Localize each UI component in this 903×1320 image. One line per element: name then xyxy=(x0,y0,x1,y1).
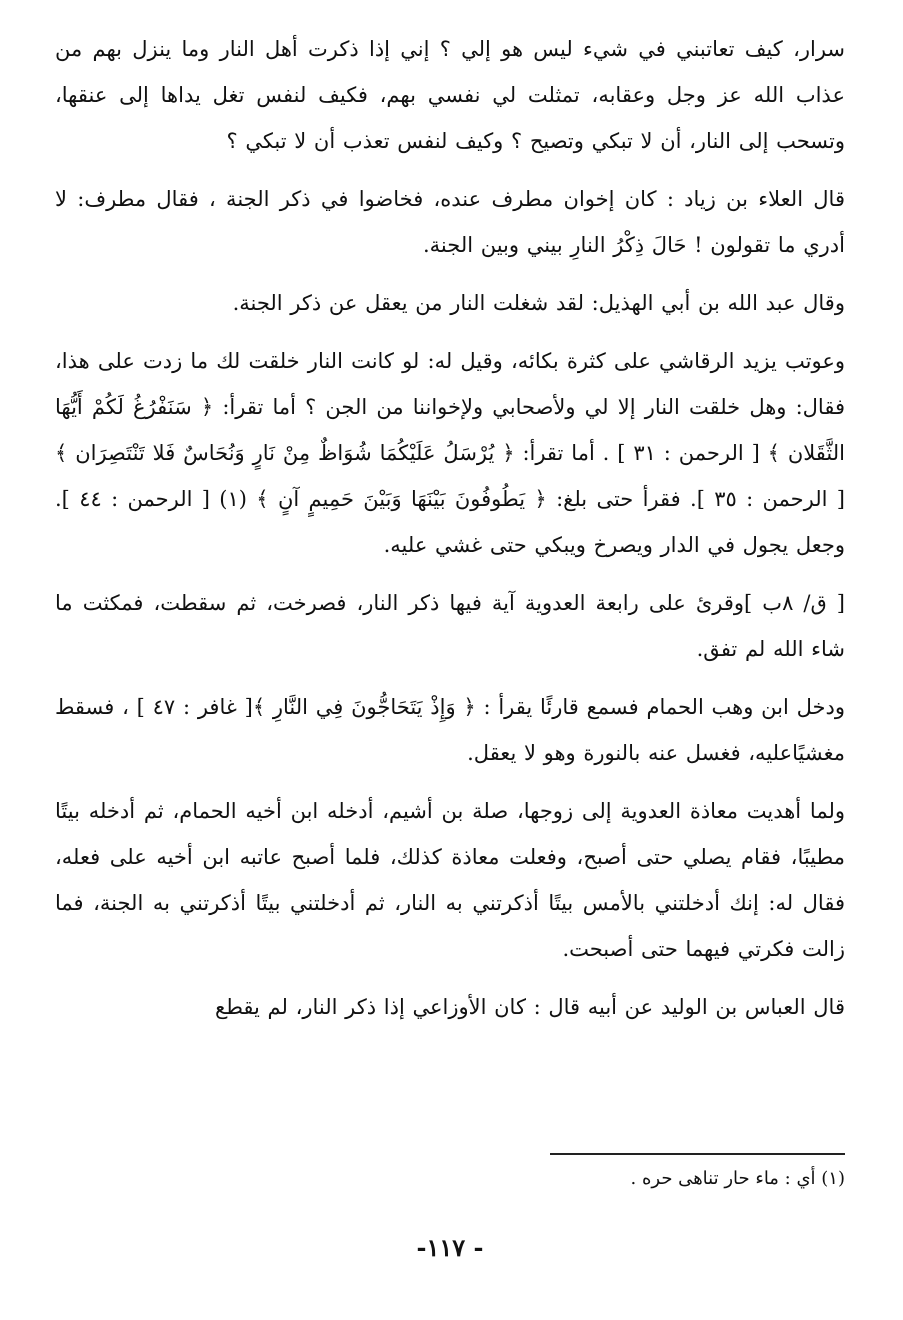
paragraph-4: وعوتب يزيد الرقاشي على كثرة بكائه، وقيل له: لو كانت النار خلقت لك ما زدت على هذا، فقال: وهل خلقت النار إلا لي ولأصحابي ولإخواننا من الجن ؟ أما تقرأ: ﴿ سَنَفْرُغُ لَكُمْ أَيُّهَا الثَّقَلان ﴾ [ الرحمن : ٣١ ] . أما تقرأ: ﴿ يُرْسَلُ عَلَيْكُمَا شُوَاظٌ مِنْ نَارٍ وَنُحَاسٌ فَلا تَنْتَصِرَان ﴾ [ الرحمن : ٣٥ ]. فقرأ حتى بلغ: ﴿ يَطُوفُونَ بَيْنَهَا وَبَيْنَ حَمِيمٍ آنٍ ﴾ (١) [ الرحمن : ٤٤ ]. وجعل يجول في الدار ويصرخ ويبكي حتى غشي عليه. xyxy=(55,349,845,557)
footnote-divider xyxy=(550,1153,845,1155)
paragraph-7: ولما أهديت معاذة العدوية إلى زوجها، صلة بن أشيم، أدخله ابن أخيه الحمام، ثم أدخله بيتًا مطيبًا، فقام يصلي حتى أصبح، وفعلت معاذة كذلك، فلما أصبح عاتبه ابن أخيه على فعله، فقال له: إنك أدخلتني بالأمس بيتًا أذكرتني به النار، ثم أدخلتني بيتًا أذكرتني به الجنة، فما زالت فكرتي فيهما حتى أصبحت. xyxy=(55,799,845,961)
paragraph-8: قال العباس بن الوليد عن أبيه قال : كان الأوزاعي إذا ذكر النار، لم يقطع xyxy=(215,995,845,1019)
footnote: (١) أي : ماء حار تناهى حره . xyxy=(630,1168,845,1189)
paragraph-1: سرار، كيف تعاتبني في شيء ليس هو إلي ؟ إني إذا ذكرت أهل النار وما ينزل بهم من عذاب الله عز وجل وعقابه، تمثلت لي نفسي بهم، فكيف لنفس تغل يداها إلى عنقها، وتسحب إلى النار، أن لا تبكي وتصيح ؟ وكيف لنفس تعذب أن لا تبكي ؟ xyxy=(55,37,845,153)
page-body xyxy=(55,26,845,1286)
paragraph-2: قال العلاء بن زياد : كان إخوان مطرف عنده، فخاضوا في ذكر الجنة ، فقال مطرف: لا أدري ما تقولون ! حَالَ ذِكْرُ النارِ بيني وبين الجنة. xyxy=(55,187,845,257)
paragraph-5: [ ق/ ٨ب ]وقرئ على رابعة العدوية آية فيها ذكر النار، فصرخت، ثم سقطت، فمكثت ما شاء الله لم تفق. xyxy=(55,591,845,661)
page-number: - ١١٧- xyxy=(416,1233,484,1262)
paragraph-6: ودخل ابن وهب الحمام فسمع قارئًا يقرأ : ﴿ وَإِذْ يَتَحَاجُّونَ فِي النَّارِ ﴾[ غافر : ٤٧ ] ، فسقط مغشيًاعليه، فغسل عنه بالنورة وهو لا يعقل. xyxy=(55,695,845,765)
paragraph-3: وقال عبد الله بن أبي الهذيل: لقد شغلت النار من يعقل عن ذكر الجنة. xyxy=(232,291,845,315)
